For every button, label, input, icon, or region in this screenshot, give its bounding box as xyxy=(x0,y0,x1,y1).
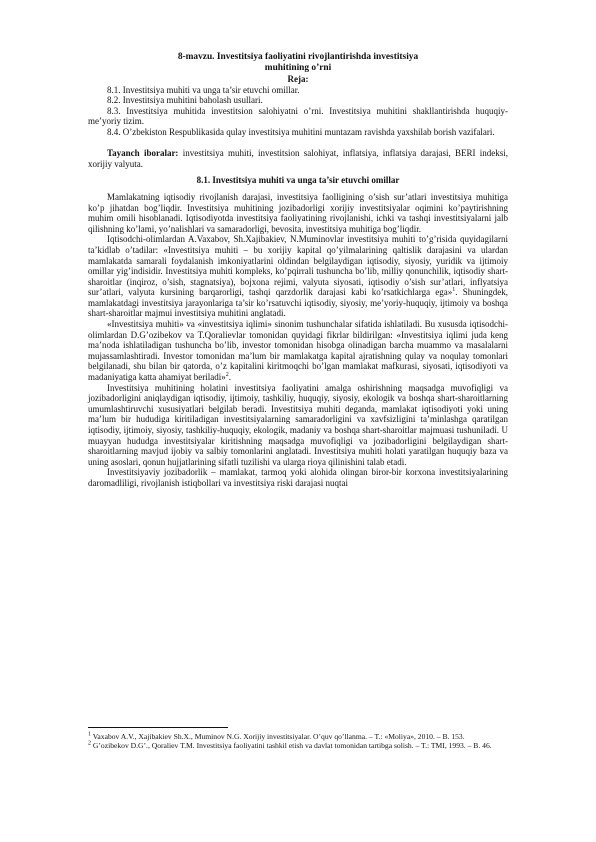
plan-item: 8.2. Investitsiya muhitini baholash usullari. xyxy=(107,95,263,106)
topic-title-line1: 8-mavzu. Investitsiya faoliyatini rivojlantirishda investitsiya xyxy=(177,52,419,62)
topic-title-line2: muhitining o’rni xyxy=(264,63,332,73)
paragraph-text: . xyxy=(228,372,231,383)
body-paragraph xyxy=(88,319,508,383)
footnote xyxy=(88,741,508,750)
body-paragraph xyxy=(88,234,508,319)
body-paragraph: Mamlakatning iqtisodiy rivojlanish darajasi, investitsiya faolligining o’sish sur’atlari investitsiya muhitiga ko’p jihatdan bog’liqdir. Investitsiya muhitining jozibadorligi xorijiy investitsiyalar oqimini ko’paytirishning muhim omili hisoblanadi. Iqtisodiyotda investitsiya faoliyatining rivojlanishi, ichki va tashqi investitsiyalarni jalb qilishning ko’lami, yo’nalishlari va samaradorligi, bevosita, investitsiya muhitiga bog’liqdir. xyxy=(88,191,508,234)
paragraph-text: . Shuningdek, mamlakatdagi investitsiya jarayonlariga ta’sir ko’rsatuvchi iqtisodiy, siyosiy, me’yoriy-huquqiy, ijtimoiy va boshqa shart-sharoitlar majmui investitsiya muhitini anglatadi. xyxy=(88,287,508,319)
footnote-text: Vaxabov A.V., Xajibakiev Sh.X., Muminov N.G. Xorijiy investitsiyalar. O’quv qo’llanma. – T.: «Moliya», 2010. – B. 153. xyxy=(91,732,465,741)
footnote-text: G’ozibekov D.G’., Qoraliev T.M. Investitsiya faoliyatini tashkil etish va davlat tomonidan tartibga solish. – T.: TMI, 1993. – B. 46. xyxy=(91,741,492,751)
keywords-label: Tayanch iboralar: xyxy=(107,148,179,159)
footnote-ref: 1 xyxy=(452,287,456,294)
plan-item: 8.1. Investitsiya muhiti va unga ta’sir etuvchi omillar. xyxy=(107,84,300,95)
paragraph-text: «Investitsiya muhiti» va «investitsiya iqlimi» sinonim tushunchalar sifatida ishlatiladi. Bu xususda iqtisodchi-olimlardan D.G’ozibekov va T.Qoralievlar tomonidan quyidagi fikrlar bildirilgan: «Investitsiya iqlimi juda keng ma’noda ishlatiladigan tushuncha bo’lib, investor tomonidan hisobga olinadigan barcha muammo va masalalarni mujassamlashtiradi. Investor tomonidan ma’lum bir mamlakatga kapital ajratishning qulay va noqulay tomonlari belgilanadi, shu bilan bir qatorda, o’z kapitalini kiritmoqchi bo’lgan mamlakat mafkurasi, siyosati, iqtisodiyoti va madaniyatiga katta ahamiyat beriladi» xyxy=(88,319,508,383)
plan-label: Reja: xyxy=(287,74,309,84)
body-paragraph: Investitsiyaviy jozibadorlik – mamlakat, tarmoq yoki alohida olingan biror-bir korxona investitsiyalarining daromadliligi, rivojlanish istiqbollari va investitsiya riski darajasi nuqtai xyxy=(88,467,508,488)
footnotes xyxy=(88,727,508,750)
body-paragraph: Investitsiya muhitining holatini investitsiya faoliyatini amalga oshirishning maqsadga muvofiqligi va jozibadorligini aniqlaydigan iqtisodiy, ijtimoiy, tashkiliy, huquqiy, siyosiy, ekologik va boshqa shart-sharoitlarning umumlashtiruvchi xususiyatlari belgilab beradi. Investitsiya muhiti deganda, mamlakat iqtisodiyoti yoki uning ma’lum bir hududiga kiritiladigan investitsiyalarning samaradorligini va xavfsizligini ta’minlashga qaratilgan iqtisodiy, ijtimoiy, siyosiy, tashkiliy-huquqiy, ekologik, madaniy va boshqa shart-sharoitlar majmuasi tushuniladi. U muayyan hududga investitsiyalar kiritishning maqsadga muvofiqligi va jozibadorligini belgilaydigan shart-sharoitlarning mavjud ijobiy va salbiy tomonlarini anglatadi. Investitsiya muhiti holati yaratilgan huquqiy baza va uning asoslari, qonun hujjatlarining sifatli tuzilishi va ularga rioya qilinishini talab etadi. xyxy=(88,382,508,467)
keywords-paragraph xyxy=(88,148,508,169)
paragraph-text: Iqtisodchi-olimlardan A.Vaxabov, Sh.Xajibakiev, N.Muminovlar investitsiya muhiti to’g’risida quyidagilarni ta’kidlab o’tadilar: «Investitsiya muhiti – bu xorijiy kapital qo’yilmalarining qaltislik darajasini va ulardan mamlakatda samarali foydalanish imkoniyatlarini oldindan belgilaydigan iqtisodiy, siyosiy, yuridik va ijtimoiy omillar yig’indisidir. Investitsiya muhiti kompleks, ko’pqirrali tushuncha bo’lib, milliy qonunchilik, iqtisodiy shart-sharoitlar (inqiroz, o’sish, stagnatsiya), bojxona rejimi, valyuta siyosati, iqtisodiy o’sish sur’atlari, inflyatsiya sur’atlari, valyuta kursining barqarorligi, tashqi qarzdorlik darajasi kabi ko’rsatkichlarga ega» xyxy=(88,234,508,298)
section-title: 8.1. Investitsiya muhiti va unga ta’sir etuvchi omillar xyxy=(196,175,400,186)
footnote-mark: 1 xyxy=(88,731,91,738)
plan-item: 8.4. O’zbekiston Respublikasida qulay investitsiya muhitini muntazam ravishda yaxshilab borish vazifalari. xyxy=(107,126,495,137)
document-page xyxy=(88,52,508,489)
keywords-text: investitsiya muhiti, investitsion salohiyat, inflatsiya, inflatsiya darajasi, BERI indeksi, xorijiy valyuta. xyxy=(88,148,508,169)
footnote-ref: 2 xyxy=(225,372,229,379)
footnote xyxy=(88,732,508,741)
footnote-mark: 2 xyxy=(88,740,91,747)
plan-item: 8.3. Investitsiya muhitida investitsion salohiyatni o’rni. Investitsiya muhitini shakllantirishda huquqiy-me’yoriy tizim. xyxy=(88,105,508,127)
footnote-divider xyxy=(88,727,228,728)
